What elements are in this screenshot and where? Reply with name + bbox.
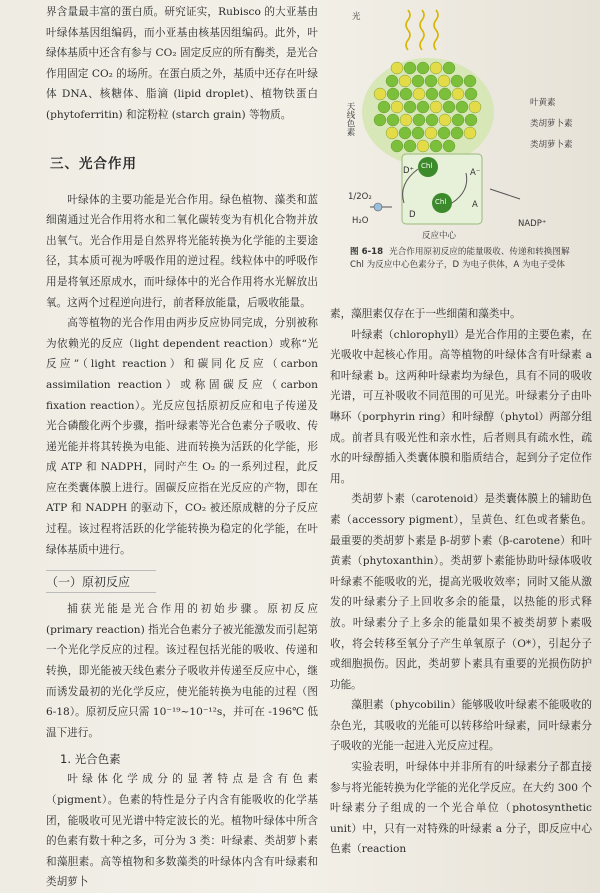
pigment-molecule xyxy=(439,88,451,100)
a-label: A xyxy=(472,200,478,210)
pigment-molecule xyxy=(387,88,399,100)
pigment-molecule xyxy=(465,114,477,126)
paragraph-pigments: 叶绿体化学成分的显著特点是含有色素（pigment）。色素的特性是分子内含有能吸收的化学基团，能吸收可见光谱中特定波长的光。植物叶绿体中所含的色素有数十种之多，可分为 3 类：叶绿素、类胡萝卜素和藻胆素。高等植物和多数藻类的叶绿体内含有叶绿素和类胡萝卜 xyxy=(46,773,318,889)
pigment-molecule xyxy=(417,140,429,152)
figure-caption xyxy=(350,246,590,272)
pigment-molecule xyxy=(412,127,424,139)
pigment-molecule xyxy=(417,101,429,113)
pigment-molecule xyxy=(404,140,416,152)
pigment-molecule xyxy=(400,88,412,100)
legend-item-1: 叶黄素 xyxy=(530,98,556,108)
pigment-molecule xyxy=(451,75,463,87)
pigment-molecule xyxy=(464,127,476,139)
pigment-molecule xyxy=(443,62,455,74)
left-column xyxy=(46,2,318,893)
pigment-molecule xyxy=(430,140,442,152)
h2o-label: H₂O xyxy=(352,216,369,226)
pigment-molecule xyxy=(452,114,464,126)
right-column xyxy=(330,304,592,860)
paragraph-primary-reaction: 捕获光能是光合作用的初始步骤。原初反应 (primary reaction) 指光合色素分子被光能激发而引起第一个光化学反应的过程。该过程包括光能的吸收、传递和转换，即光能被天线色素分子吸收并传递至反应中心，继而诱发最初的光化学反应，使光能转换为电能的过程（图 6-18）。原初反应只需 10⁻¹⁹~10⁻¹²s，并可在 -196℃ 低温下进行。 xyxy=(46,603,318,739)
pigment-molecule xyxy=(464,75,476,87)
paragraph-two-steps: 高等植物的光合作用由两步反应协同完成，分别被称为依赖光的反应（light dependent reaction）或称“光反应”（light reaction）和碳同化反应（carbon assimilation reaction）或称固碳反应（carbon fixation reaction）。光反应包括原初反应和电子传递及光合磷酸化两个步骤，指叶绿素等光合色素分子吸收、传递光能并将其转换为电能、进而转换为活跃的化学能，形成 ATP 和 NADPH，同时产生 O₂ 的一系列过程，此反应在类囊体膜上进行。固碳反应指在光反应的产物，即在 ATP 和 NADPH 的驱动下，CO₂ 被还原成糖的分子反应过程。该过程将活跃的化学能转换为稳定的化学能，在叶绿体基质中进行。 xyxy=(46,317,318,556)
pigment-molecule xyxy=(404,62,416,74)
d-label: D xyxy=(409,210,416,220)
pigment-molecule xyxy=(374,114,386,126)
o2-label: 1/2O₂ xyxy=(348,192,372,202)
electron-carrier xyxy=(374,203,382,211)
figure-caption-text: 光合作用原初反应的能量吸收、传递和转换图解 xyxy=(389,247,570,257)
d-plus-label: D⁺ xyxy=(403,166,415,176)
pigment-molecule xyxy=(452,88,464,100)
pigment-molecule xyxy=(386,127,398,139)
light-rays xyxy=(406,10,438,50)
pigment-molecule xyxy=(426,88,438,100)
paragraph-chlorophyll: 叶绿素（chlorophyll）是光合作用的主要色素，在光吸收中起核心作用。高等植物的叶绿体含有叶绿素 a 和叶绿素 b。这两种叶绿素均为绿色，具有不同的吸收光谱，可互补吸收不同范围的可见光。叶绿素分子由卟啉环（porphyrin ring）和叶绿醇（phytol）两部分组成。前者具有吸光性和亲水性，后者则具有疏水性，疏水的叶绿醇插入类囊体膜和脂质结合，起到分子定位作用。 xyxy=(330,328,592,485)
pigment-molecule xyxy=(413,114,425,126)
pigment-molecule xyxy=(456,101,468,113)
chl-top-label: Chl xyxy=(421,162,433,170)
antenna-pigment-cluster xyxy=(362,58,494,166)
pigment-molecule xyxy=(425,75,437,87)
pigment-molecule xyxy=(443,140,455,152)
paragraph-photosynthesis-intro: 叶绿体的主要功能是光合作用。绿色植物、藻类和蓝细菌通过光合作用将水和二氧化碳转变为有机化合物并放出氧气。光合作用是自然界将光能转换为化学能的主要途径，其本质可视为呼吸作用的逆过程。线粒体中的呼吸作用是将氧还原成水，而叶绿体中的光合作用将水光解放出氧。这两个过程逆向进行，前者释放能量，后吸收能量。 xyxy=(46,193,318,309)
pigment-molecule xyxy=(399,127,411,139)
pigment-molecule xyxy=(391,101,403,113)
pigment-molecule xyxy=(386,75,398,87)
pigment-molecule xyxy=(426,114,438,126)
pigment-molecule xyxy=(438,75,450,87)
pigment-molecule xyxy=(391,140,403,152)
reaction-center-label: 反应中心 xyxy=(422,231,457,241)
pigment-molecule xyxy=(438,127,450,139)
pigment-molecule xyxy=(417,62,429,74)
antenna-label: 天线色素 xyxy=(345,102,355,136)
paragraph-carotenoid: 类胡萝卜素（carotenoid）是类囊体膜上的辅助色素（accessory pigment），呈黄色、红色或者紫色。最重要的类胡萝卜素是 β-胡萝卜素（β-carotene）和叶黄素（phytoxanthin）。类胡萝卜素能协助叶绿体吸收叶绿素不能吸收的光，提高光吸收效率；同时又能从激发的叶绿素分子上回收多余的能量，以热能的形式释放。叶绿素分子上多余的能量如果不被类胡萝卜素吸收，将会转移至氧分子产生单氧原子（O*），引起分子或细胞损伤。因此，类胡萝卜素具有重要的光损伤防护功能。 xyxy=(330,493,592,691)
pigment-molecule xyxy=(465,88,477,100)
pigment-molecule xyxy=(378,101,390,113)
paragraph-phycobilin: 藻胆素（phycobilin）能够吸收叶绿素不能吸收的杂色光，其吸收的光能可以转移给叶绿素，同叶绿素分子吸收的光能一起进入光反应过程。 xyxy=(330,699,592,753)
section-title-photosynthesis: 三、光合作用 xyxy=(50,155,137,172)
paragraph-phycobilin-location: 素，藻胆素仅存在于一些细菌和藻类中。 xyxy=(330,308,521,320)
pigment-molecule xyxy=(430,62,442,74)
paragraph-stroma: 界含量最丰富的蛋白质。研究证实，Rubisco 的大亚基由叶绿体基因组编码，而小亚基由核基因组编码。此外，叶绿体基质中还含有参与 CO₂ 固定反应的所有酶类，是光合作用固定 CO₂ 的场所。在蛋白质之外，基质中还存在叶绿体 DNA、核糖体、脂滴 (lipid droplet)、植物铁蛋白 (phytoferritin) 和淀粉粒 (starch grain) 等物质。 xyxy=(46,6,318,121)
a-minus-label: A⁻ xyxy=(470,168,481,178)
pigment-molecule xyxy=(374,88,386,100)
pigment-molecule xyxy=(387,114,399,126)
light-label: 光 xyxy=(352,12,361,22)
subsection-title-primary-reaction: （一）原初反应 xyxy=(46,570,156,593)
pigment-molecule xyxy=(404,101,416,113)
legend-item-2: 类胡萝卜素 xyxy=(530,119,573,129)
pigment-molecule xyxy=(469,101,481,113)
paragraph-photosynthetic-unit: 实验表明，叶绿体中并非所有的叶绿素分子都直接参与将光能转换为化学能的光化学反应。在大约 300 个叶绿素分子组成的一个光合单位（photosynthetic unit）中，只有一对特殊的叶绿素 a 分子，即反应中心色素（reaction xyxy=(330,761,592,856)
pigment-molecule xyxy=(413,88,425,100)
nadp-label: NADP⁺ xyxy=(518,219,547,229)
figure-number: 图 6-18 xyxy=(350,247,384,257)
pigment-molecule xyxy=(425,127,437,139)
chl-bottom-label: Chl xyxy=(435,198,447,206)
figure-caption-note: Chl 为反应中心色素分子，D 为电子供体，A 为电子受体 xyxy=(350,260,565,270)
pigment-molecule xyxy=(443,101,455,113)
pigment-molecule xyxy=(451,127,463,139)
pigment-molecule xyxy=(439,114,451,126)
pigment-molecule xyxy=(399,75,411,87)
pigment-molecule xyxy=(412,75,424,87)
pigment-molecule xyxy=(400,114,412,126)
legend-item-3: 类胡萝卜素 xyxy=(530,140,573,150)
subsubsection-title-pigments: 1. 光合色素 xyxy=(60,752,121,767)
pigment-molecule xyxy=(391,62,403,74)
pigment-molecule xyxy=(430,101,442,113)
